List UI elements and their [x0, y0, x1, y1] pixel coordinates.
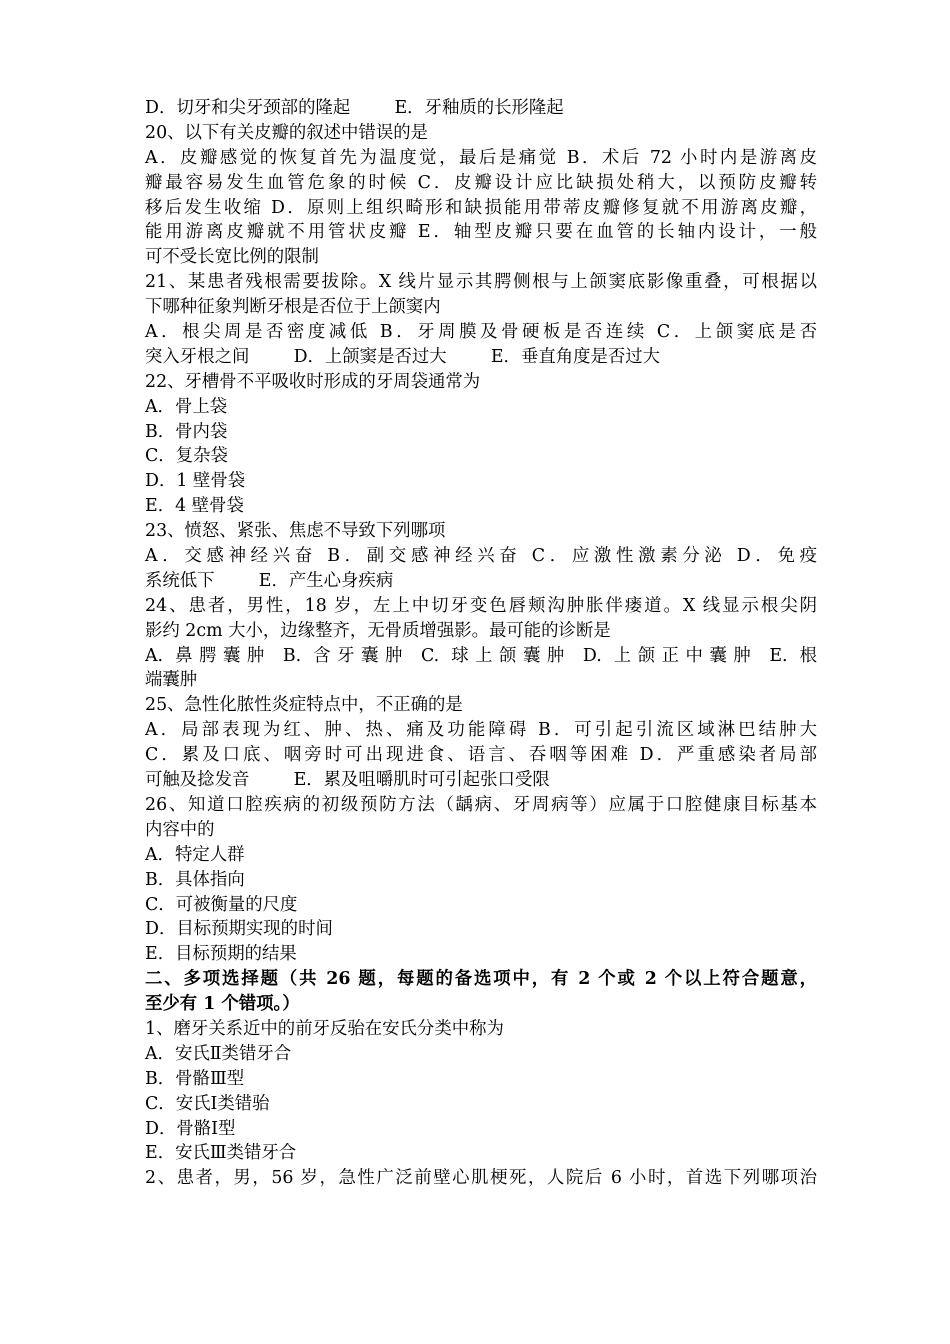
text-line: C．可被衡量的尺度 — [145, 894, 298, 915]
text-line: 端囊肿 — [145, 670, 198, 691]
text-line: B．骨骼Ⅲ型 — [145, 1068, 245, 1089]
text-line: E．安氏Ⅲ类错牙合 — [145, 1143, 297, 1164]
text-line: 下哪种征象判断牙根是否位于上颌窦内 — [145, 297, 441, 318]
text-line: 23、愤怒、紧张、焦虑不导致下列哪项 — [145, 521, 446, 542]
text-line: C．累及口底、咽旁时可出现进食、语言、吞咽等困难 D．严重感染者局部 — [145, 745, 817, 766]
text-line: 1、磨牙关系近中的前牙反骀在安氏分类中称为 — [145, 1018, 504, 1039]
document-page — [145, 96, 817, 1191]
text-line: E．4 壁骨袋 — [145, 496, 244, 517]
text-line: 瓣最容易发生血管危象的时候 C．皮瓣设计应比缺损处稍大，以预防皮瓣转 — [145, 172, 817, 193]
text-line: 系统低下 E．产生心身疾病 — [145, 570, 394, 591]
text-line: 25、急性化脓性炎症特点中，不正确的是 — [145, 695, 463, 716]
text-line: 可不受长宽比例的限制 — [145, 247, 319, 268]
text-line: 能用游离皮瓣就不用管状皮瓣 E．轴型皮瓣只要在血管的长轴内设计，一般 — [145, 222, 817, 243]
text-line: A．皮瓣感觉的恢复首先为温度觉，最后是痛觉 B．术后 72 小时内是游离皮 — [145, 147, 817, 168]
text-line: 24、患者，男性，18 岁，左上中切牙变色唇颊沟肿胀伴瘘道。X 线显示根尖阴 — [145, 595, 817, 616]
text-line: A．安氏Ⅱ类错牙合 — [145, 1043, 292, 1064]
text-line: D．1 壁骨袋 — [145, 471, 246, 492]
text-line: 20、以下有关皮瓣的叙述中错误的是 — [145, 122, 428, 143]
text-line: D．骨骼Ⅰ型 — [145, 1118, 236, 1139]
text-line: 21、某患者残根需要拔除。X 线片显示其腭侧根与上颌窦底影像重叠，可根据以 — [145, 272, 817, 293]
text-line: B．骨内袋 — [145, 421, 228, 442]
text-line: D．目标预期实现的时间 — [145, 919, 333, 940]
section-heading-line: 至少有 1 个错项。） — [145, 994, 300, 1015]
text-line: 2、患者，男，56 岁，急性广泛前壁心肌梗死，人院后 6 小时，首选下列哪项治 — [145, 1168, 817, 1189]
text-line: D．切牙和尖牙颈部的隆起 E．牙釉质的长形隆起 — [145, 98, 564, 118]
text-line: 内容中的 — [145, 819, 215, 840]
text-line: 可触及捻发音 E．累及咀嚼肌时可引起张口受限 — [145, 770, 550, 791]
text-line: 26、知道口腔疾病的初级预防方法（龋病、牙周病等）应属于口腔健康目标基本 — [145, 794, 817, 815]
text-line: 移后发生收缩 D．原则上组织畸形和缺损能用带蒂皮瓣修复就不用游离皮瓣， — [145, 197, 817, 218]
text-line: A. 鼻腭囊肿 B. 含牙囊肿 C. 球上颌囊肿 D. 上颌正中囊肿 E. 根 — [145, 645, 817, 666]
text-line: A．局部表现为红、肿、热、痛及功能障碍 B．可引起引流区域淋巴结肿大 — [145, 720, 817, 741]
text-line: A．根尖周是否密度减低 B．牙周膜及骨硬板是否连续 C．上颌窦底是否 — [145, 322, 817, 343]
text-line: A．骨上袋 — [145, 396, 228, 417]
text-line: B．具体指向 — [145, 869, 245, 890]
text-line: C．复杂袋 — [145, 446, 228, 467]
text-line: 突入牙根之间 D．上颌窦是否过大 E．垂直角度是否过大 — [145, 346, 661, 367]
text-line: A．特定人群 — [145, 844, 245, 865]
section-heading-line: 二、多项选择题（共 26 题，每题的备选项中，有 2 个或 2 个以上符合题意， — [145, 969, 817, 990]
text-line: 影约 2cm 大小，边缘整齐，无骨质增强影。最可能的诊断是 — [145, 620, 611, 641]
text-line: 22、牙槽骨不平吸收时形成的牙周袋通常为 — [145, 371, 481, 392]
text-line: E．目标预期的结果 — [145, 944, 297, 965]
text-line: C．安氏Ⅰ类错骀 — [145, 1093, 270, 1114]
text-line: A．交感神经兴奋 B．副交感神经兴奋 C．应激性激素分泌 D．免疫 — [145, 546, 817, 567]
